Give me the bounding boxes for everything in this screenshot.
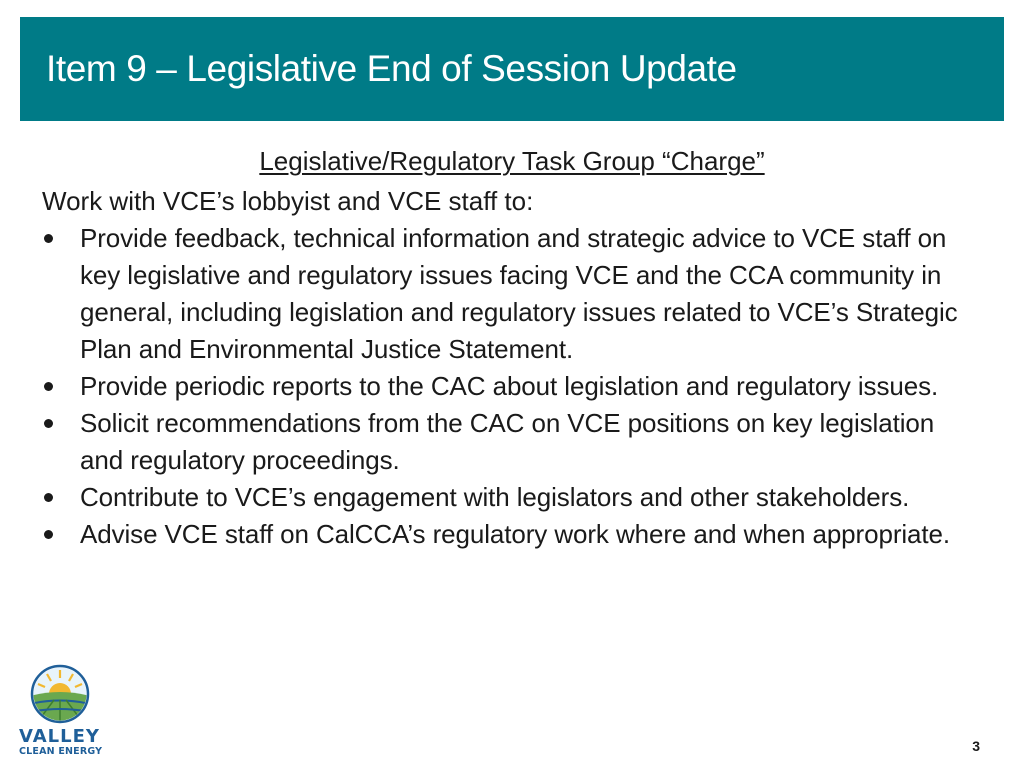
bullet-item bbox=[42, 368, 972, 405]
sun-field-icon bbox=[30, 664, 90, 724]
bullet-item bbox=[42, 220, 972, 368]
bullet-icon bbox=[44, 493, 53, 502]
title-bar bbox=[20, 17, 1004, 121]
bullet-list bbox=[42, 220, 972, 553]
valley-clean-energy-logo bbox=[16, 664, 106, 760]
bullet-icon bbox=[44, 382, 53, 391]
logo-name-line1: VALLEY bbox=[19, 726, 100, 747]
bullet-item bbox=[42, 516, 972, 553]
slide-title: Item 9 – Legislative End of Session Update bbox=[46, 48, 737, 89]
bullet-icon bbox=[44, 234, 53, 243]
bullet-icon bbox=[44, 419, 53, 428]
bullet-text: Provide periodic reports to the CAC about legislation and regulatory issues. bbox=[80, 371, 939, 401]
bullet-text: Solicit recommendations from the CAC on VCE positions on key legislation and regulatory proceedings. bbox=[80, 408, 935, 475]
bullet-text: Provide feedback, technical information and strategic advice to VCE staff on key legislative and regulatory issues facing VCE and the CCA community in general, including legislation and regulatory issues related to VCE’s Strategic Plan and Environmental Justice Statement. bbox=[80, 223, 958, 364]
bullet-text: Advise VCE staff on CalCCA’s regulatory work where and when appropriate. bbox=[80, 519, 951, 549]
bullet-text: Contribute to VCE’s engagement with legislators and other stakeholders. bbox=[80, 482, 910, 512]
bullet-icon bbox=[44, 530, 53, 539]
logo-name-line2: CLEAN ENERGY bbox=[19, 746, 103, 757]
slide-subtitle: Legislative/Regulatory Task Group “Charge” bbox=[259, 146, 765, 176]
page-number: 3 bbox=[972, 738, 980, 754]
bullet-item bbox=[42, 405, 972, 479]
intro-text: Work with VCE’s lobbyist and VCE staff to: bbox=[42, 186, 534, 216]
bullet-item bbox=[42, 479, 972, 516]
